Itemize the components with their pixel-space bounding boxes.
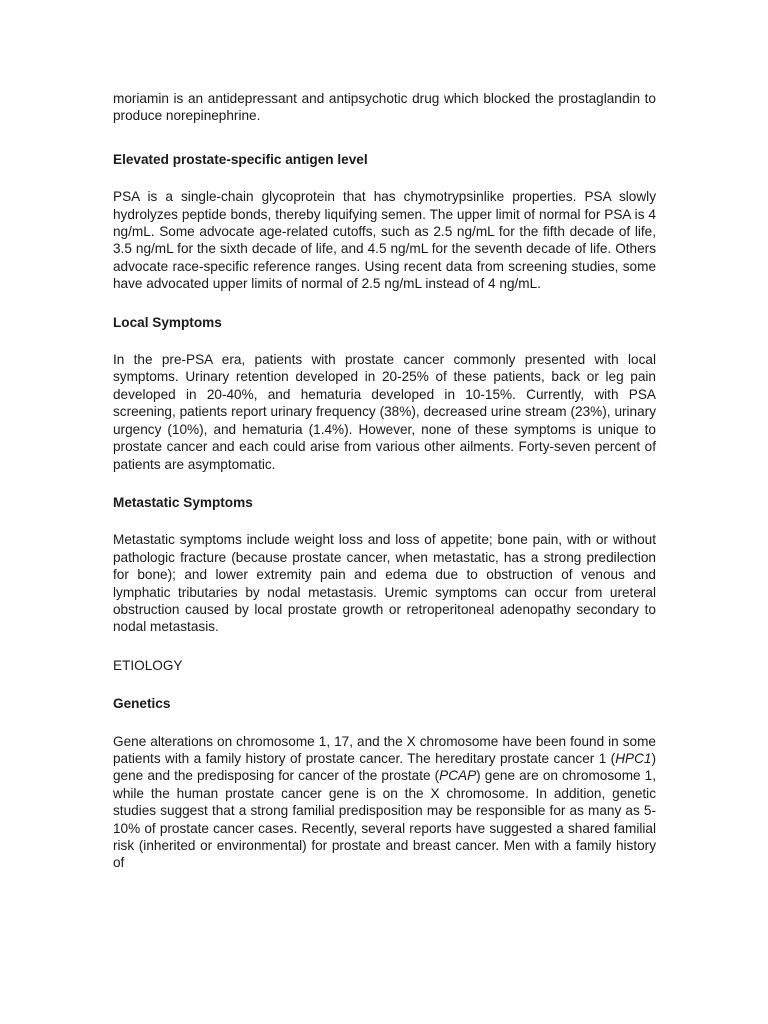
genetics-heading: Genetics [113, 696, 171, 712]
metastatic-symptoms-paragraph: Metastatic symptoms include weight loss and loss of appetite; bone pain, with or without pathologic fracture (because prostate cancer, when metastatic, has a strong predilection for bone); and lower extremity pain and edema due to obstruction of venous and lymphatic tributaries by nodal metastasis. Uremic symptoms can occur from ureteral obstruction caused by local prostate growth or retroperitoneal adenopathy secondary to nodal metastasis. [113, 532, 656, 635]
intro-paragraph: moriamin is an antidepressant and antipsychotic drug which blocked the prostaglandin to produce norepinephrine. [113, 91, 656, 124]
hpc1-term: HPC1 [615, 750, 652, 766]
psa-paragraph: PSA is a single-chain glycoprotein that has chymotrypsinlike properties. PSA slowly hydrolyzes peptide bonds, thereby liquifying semen. The upper limit of normal for PSA is 4 ng/mL. Some advocate age-related cutoffs, such as 2.5 ng/mL for the fifth decade of life, 3.5 ng/mL for the sixth decade of life, and 4.5 ng/mL for the seventh decade of life. Others advocate race-specific reference ranges. Using recent data from screening studies, some have advocated upper limits of normal of 2.5 ng/mL instead of 4 ng/mL. [113, 189, 656, 292]
local-symptoms-heading: Local Symptoms [113, 314, 222, 330]
pcap-term: PCAP [439, 768, 477, 784]
genetics-text-3: ) gene are on chromosome 1, while the human prostate cancer gene is on the X chromosome. In addition, genetic studies suggest that a strong familial predisposition may be responsible for as many as 5-10% of prostate cancer cases. Recently, several reports have suggested a shared familial risk (inherited or environmental) for prostate and breast cancer. Men with a family history of [113, 768, 656, 871]
metastatic-symptoms-heading: Metastatic Symptoms [113, 494, 253, 510]
genetics-text-2: ) gene and the predisposing for cancer of the prostate ( [113, 750, 656, 784]
genetics-text-1: Gene alterations on chromosome 1, 17, and the X chromosome have been found in some patients with a family history of prostate cancer. The hereditary prostate cancer 1 ( [113, 733, 656, 766]
etiology-heading: ETIOLOGY [113, 657, 183, 673]
document-page [113, 90, 656, 872]
psa-heading: Elevated prostate-specific antigen level [113, 151, 368, 167]
genetics-paragraph [113, 733, 656, 872]
local-symptoms-paragraph: In the pre-PSA era, patients with prostate cancer commonly presented with local symptoms. Urinary retention developed in 20-25% of these patients, back or leg pain developed in 20-40%, and hematuria developed in 10-15%. Currently, with PSA screening, patients report urinary frequency (38%), decreased urine stream (23%), urinary urgency (10%), and hematuria (1.4%). However, none of these symptoms is unique to prostate cancer and each could arise from various other ailments. Forty-seven percent of patients are asymptomatic. [113, 352, 656, 472]
